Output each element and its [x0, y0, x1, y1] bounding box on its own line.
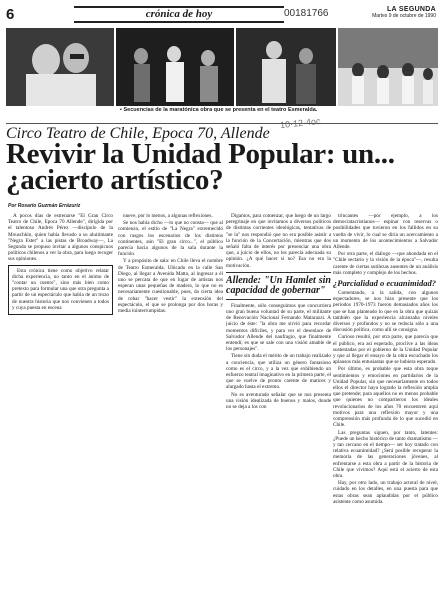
paragraph: Tiene sin duda el mérito de un trabajo realizado a conciencia, que utiliza un género fantasioso como es el circo, y a la vez que exhibiendo un esfuerzo teatral imaginativo en la primera parte, el que se vuelve de pronto carente de matices y alargado hasta el extremo.	[226, 353, 331, 391]
paragraph: Finalmente, sólo conseguimos que concurriera uno gran buena voluntad de su parte, el militante de Renovación Nacional Fernando Matarazzi. A juicio de éste: "la obra me sirvió para recordar momentos difíciles, y para ver el desenlace de Salvador Allende del naufragio, que finalmente entendí; es que se sale con una visión amable de los personajes".	[226, 302, 331, 353]
column-4	[333, 213, 438, 594]
paragraph: Por otra parte, el diálogo —que ahondada en el "Chile sectario y la visión de la época"—, resulta carente de ciertas sutilezas ausentes de un análisis más completo y complejo de los hechos.	[333, 251, 438, 276]
archive-stamp: 00181766	[284, 8, 329, 19]
photo-2	[116, 28, 234, 106]
photo-3-image	[236, 28, 336, 106]
paragraph: No es aventurado señalar que se nos presenta una visión idealizada de buenos y malos, donde no se deja a los con	[226, 391, 331, 411]
photo-2-image	[116, 28, 234, 106]
paragraph: Y a propósito de sala: en Chile lleva el nombre de Teatro Esmeralda. Ubicado en la calle San Diego, al llegar a Avenida Matta, al ingresar a él uno se percata de que en lugar de artistas nos esperan unas pequeñas de madera, lo que no es necesariamente cuestionable, pues, da cierta idea de robar "hacer vestir" la extensión del espectáculo, el que se prolonga por dos horas y media ininterrumpidas.	[118, 258, 223, 315]
column-3	[226, 213, 331, 594]
paragraph: nueve, por lo menos, a algunas reflexiones.	[123, 213, 213, 219]
paragraph: Las preguntas siguen, por tanto, latentes: ¿Puede un hecho histórico de tanto dramatismo —y tan cercano en el tiempo— ser hoy tratado con relativa ecuanimidad? ¿Será posible recuperar la memoria de las generaciones jóvenes, al enfrentarse a esta obra a partir de la historia de Chile que vivimos? Aquí está el acierto de esta obra.	[333, 429, 438, 479]
subheading: ¿Parcialidad o ecuanimidad?	[333, 278, 436, 289]
masthead	[372, 6, 436, 19]
photo-3	[236, 28, 336, 106]
photo-4-image	[338, 28, 438, 106]
page-number: 6	[6, 6, 15, 23]
paragraph: Se nos había dicho —lo que no consta— que al comienzo, el estilo de "La Negra" extremecidó con rasgos los escenarios de los distintos continentes, aún "El gran circo...", el público parecía hacia algunos de la sala durante la función.	[118, 220, 223, 258]
handwritten-note: 10·12·4oc	[279, 115, 321, 131]
photo-caption-text: Secuencias de la maratónica obra que se presenta en el teatro Esmeralda.	[123, 107, 318, 113]
headline: Revivir la Unidad Popular: un... ¿acierto artístico?	[6, 138, 395, 196]
paragraph: A pocos días de estrenarse "El Gran Circo Teatro de Chile, Epoca 70 Allende", dirigida por el talentoso Andrés Pérez —discípulo de la Mouschkin, quien había llevado a su aluitimante "Negra Ester" a las pistas de Broadway—, La Segunda se propuso invitar a algunos conspicuos políticos chilenos a ver la obra, para luego recoger sus opiniones.	[8, 213, 113, 263]
column-1	[8, 213, 113, 594]
paragraph: Digamos, para comenzar, que luego de un largo peregrinaje en que invitamos a diversos políticos de distintas corrientes ideológicas, tentativas de "se la" nos respondió que no era posible asistir a la función de la Concertación, mientras que dos señaló falta de interés por presenciar una obra que, a juicio de ellos, no les parecía adecuada su opinión. ¿A qué hacer si no? Esa no era la motivación.	[226, 213, 331, 269]
paragraph: Por último, es probable que esta obra toque sentimientos y emociones en partidarios de la Unidad Popular, sin que necesariamente en todos ellos el director haya logrado la reflexión amplia que pretende; para aquellos no es menos probable que quienes no compartieron los ideales revolucionarios de los años 70 encuentren aquí motivos para una reflexión mayor y una comprensión más profunda de lo que sucedió en Chile.	[333, 366, 438, 429]
photo-caption: ▪ Secuencias de la maratónica obra que se presenta en el teatro Esmeralda.	[120, 107, 318, 113]
photo-4	[338, 28, 438, 106]
paragraph: Curioso resultó, por otra parte, que parecía que el público, era así esperado, proclive a las ideas sustentadas por el gobierno de la Unidad Popular y que al llegar el ensayo de la obra escuchado los aplausos más entusiastas que se hubiera esperado.	[333, 334, 438, 366]
section-title: crónica de hoy	[74, 6, 284, 23]
photo-1	[6, 28, 114, 106]
paragraph: Esta crónica tiene como objetivo relatar dicha experiencia, no tanto en el ánimo de "contar un cuento", sino más bien como pretexto para formular una que otra pregunta a partir de un espectáculo que habla de un trozo de nuestra historia que nos convienen a todos y cuya puesta en escena	[12, 267, 109, 311]
boxed-paragraph	[8, 265, 113, 315]
paragraph: trincantes —por ejemplo, a los democratacristianos— espinar con reservas o posibilidades que tuvieron en los fallidos en su vuelta de vivir, lo cual se diría un acercamiento a un momento de los acontecimientos a Salvador Allende.	[333, 213, 438, 251]
page-header	[6, 6, 438, 24]
paragraph: Hay, por otro lado, un trabajo actoral de nivel, cuidado en los detalles, en una puesta para que estas obras sean aplaudidas por el público asistente como asumida.	[333, 480, 438, 505]
kicker: Circo Teatro de Chile, Epoca 70, Allende	[6, 123, 438, 142]
pull-quote: Allende: "Un Hamlet sin capacidad de gobernar"	[226, 272, 331, 300]
issue-date: Martes 9 de octubre de 1990	[372, 13, 436, 19]
photo-1-image	[6, 28, 114, 106]
column-2	[118, 213, 223, 594]
photo-strip	[6, 28, 438, 106]
byline: Por Rosario Guzmán Errázuriz	[8, 203, 81, 209]
paragraph: Comentando, a la salida, con algunos espectadores, se nos hizo presente que los periodos 1970-1973 fueron demasiados años los que se han planteado lo que en la obra que quizás también que la experiencia alcanzaba niveles diversos y profundos y no se reducía sólo a una discusión política, como allí se consigna.	[333, 290, 438, 334]
newspaper-name: LA SEGUNDA	[386, 6, 436, 13]
